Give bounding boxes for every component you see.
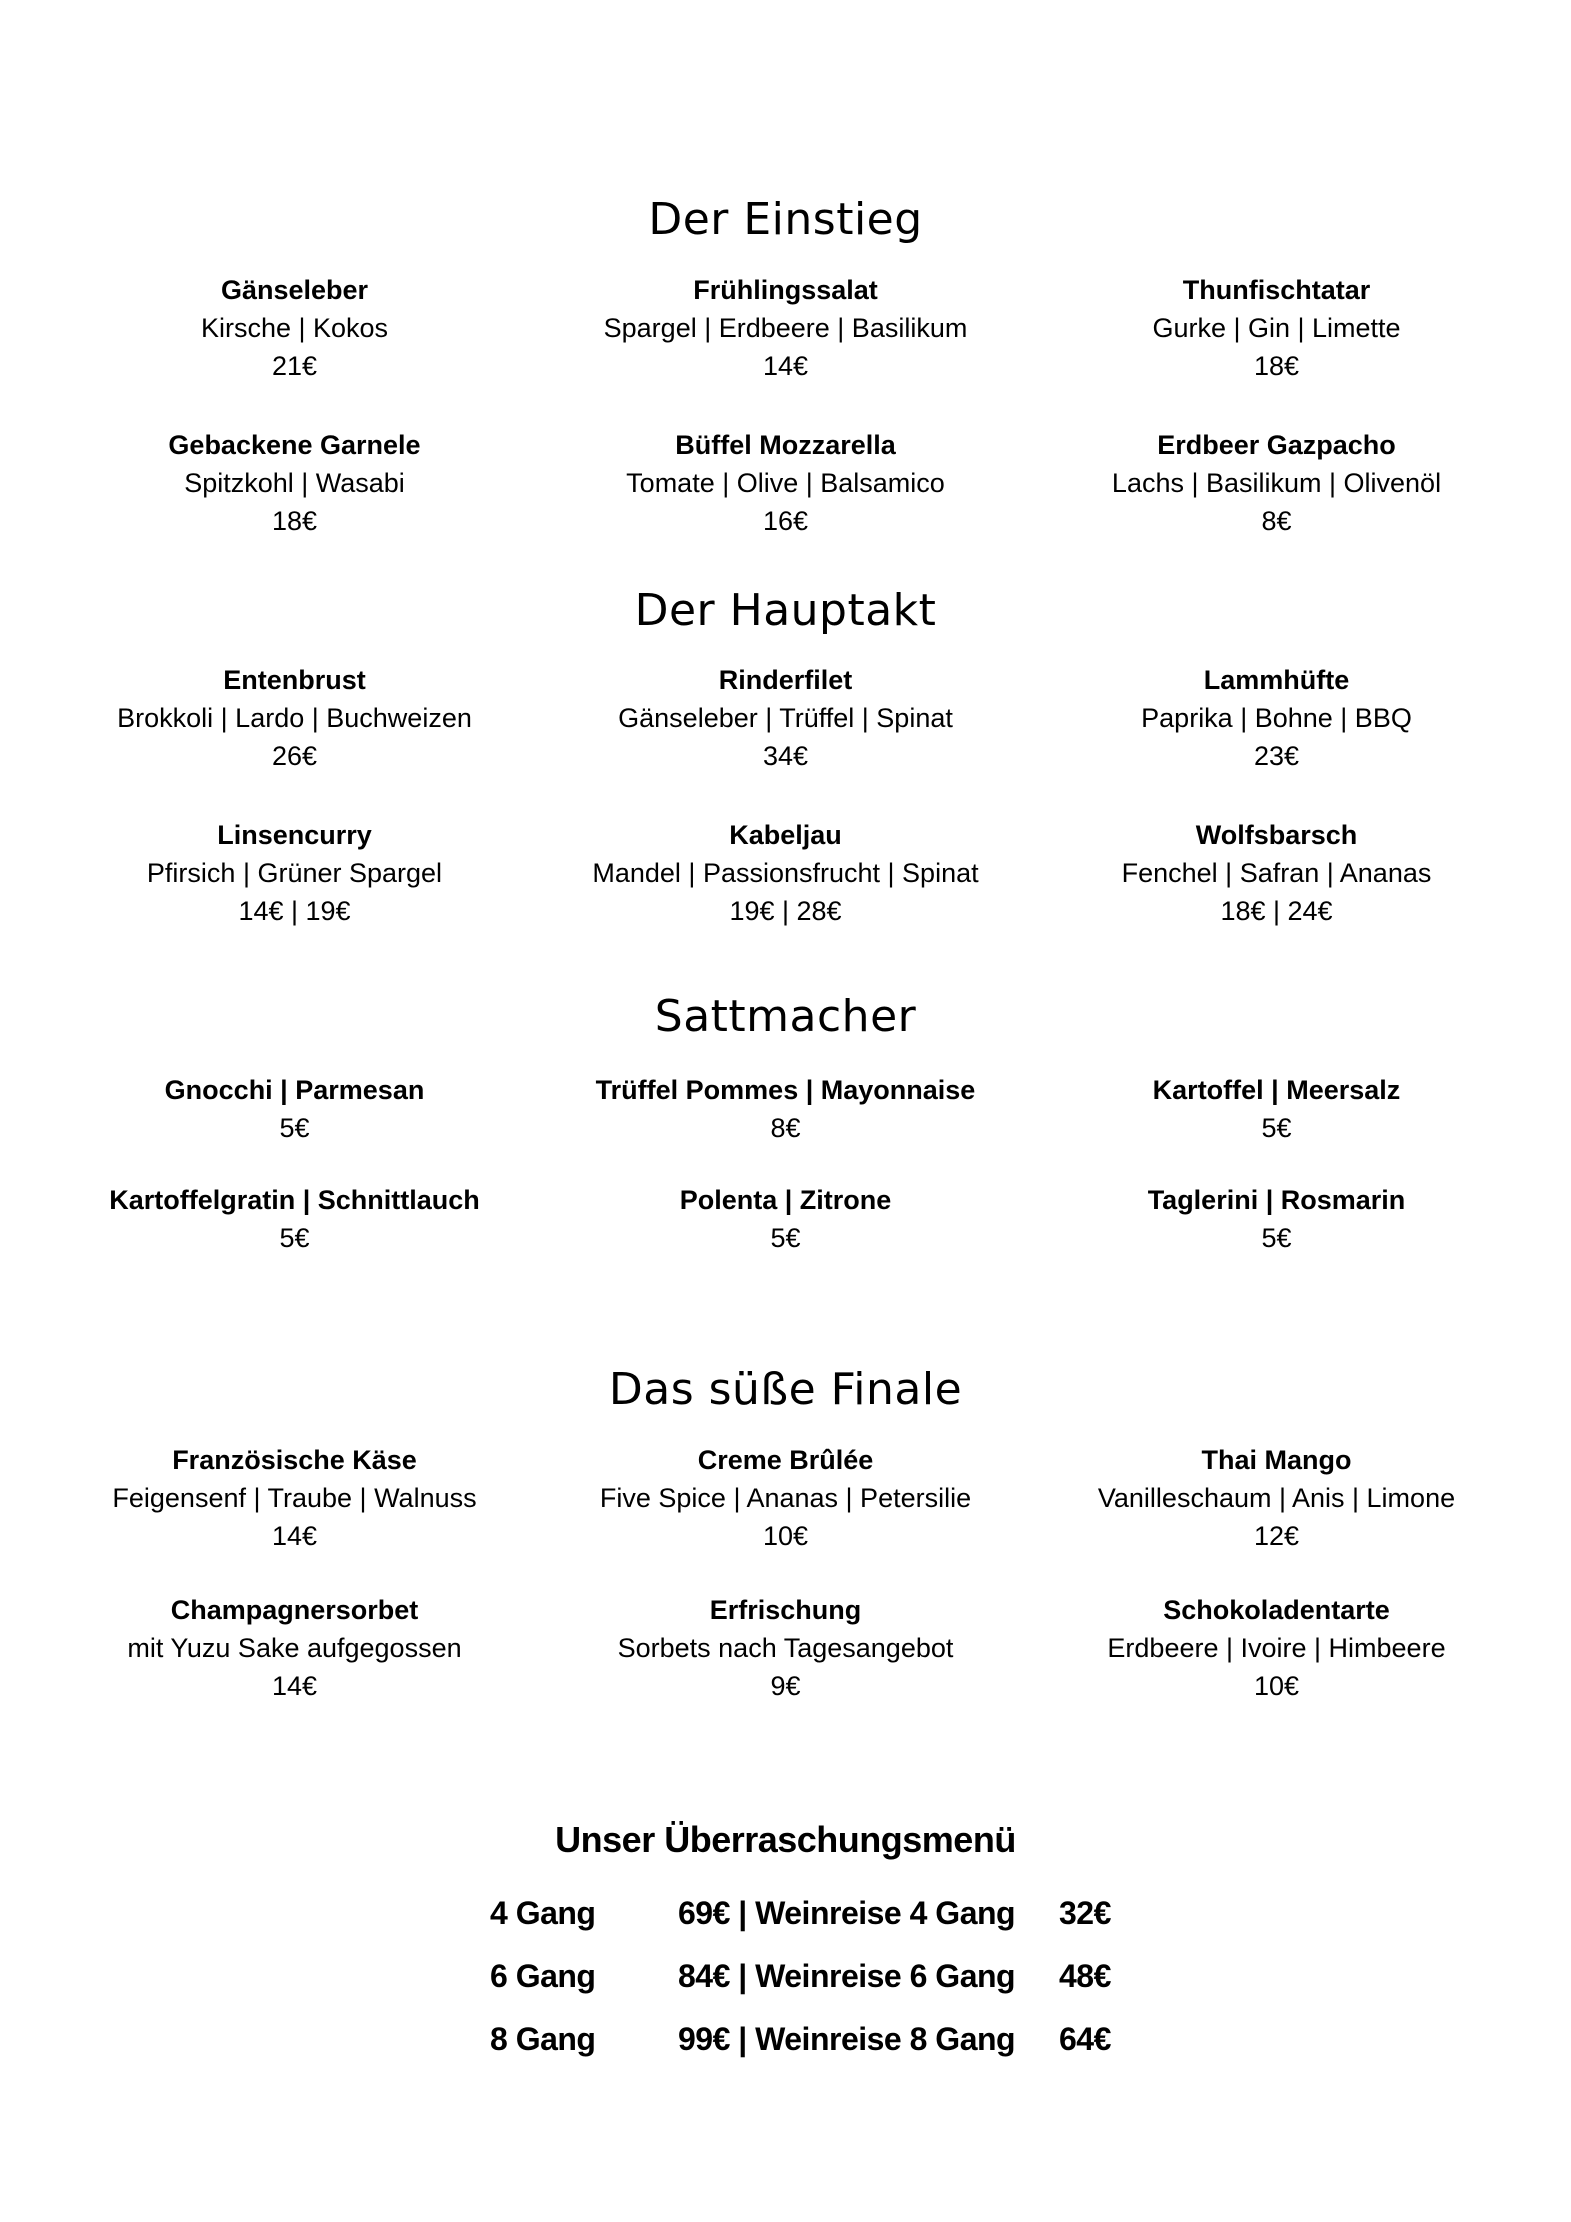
- menu-item: [49, 1591, 540, 1705]
- menu-item: [1031, 816, 1522, 930]
- course-price-and-wine: 84€ | Weinreise 6 Gang: [678, 1958, 1016, 1994]
- item-price: 10€: [1253, 1671, 1300, 1701]
- wine-price: 64€: [1059, 2021, 1111, 2057]
- menu-item: [540, 1441, 1031, 1555]
- item-name: Gnocchi | Parmesan: [164, 1075, 425, 1105]
- item-name: Rinderfilet: [718, 665, 853, 695]
- menu-item: [1031, 661, 1522, 775]
- item-description: Tomate | Olive | Balsamico: [626, 468, 945, 498]
- menu-item: [1031, 1071, 1522, 1147]
- item-name: Creme Brûlée: [697, 1445, 874, 1475]
- item-price: 21€: [271, 351, 318, 381]
- menu-row: [49, 271, 1522, 385]
- menu-item: [540, 1591, 1031, 1705]
- item-name: Gebackene Garnele: [168, 430, 421, 460]
- item-name: Polenta | Zitrone: [679, 1185, 892, 1215]
- item-description: Sorbets nach Tagesangebot: [617, 1633, 954, 1663]
- section-title-einstieg: Der Einstieg: [648, 194, 923, 245]
- item-price: 5€: [279, 1113, 310, 1143]
- item-description: mit Yuzu Sake aufgegossen: [127, 1633, 462, 1663]
- item-price: 9€: [770, 1671, 801, 1701]
- item-name: Kartoffelgratin | Schnittlauch: [109, 1185, 480, 1215]
- surprise-menu-row: [490, 1955, 1139, 1997]
- menu-item: [49, 1071, 540, 1147]
- item-name: Trüffel Pommes | Mayonnaise: [595, 1075, 976, 1105]
- item-name: Lammhüfte: [1203, 665, 1350, 695]
- item-price: 19€ | 28€: [729, 896, 842, 926]
- item-description: Feigensenf | Traube | Walnuss: [112, 1483, 477, 1513]
- section-title-surprise-menu: Unser Überraschungsmenü: [555, 1819, 1016, 1860]
- course-price-and-wine: 99€ | Weinreise 8 Gang: [678, 2021, 1016, 2057]
- item-price: 14€: [271, 1671, 318, 1701]
- item-description: Mandel | Passionsfrucht | Spinat: [592, 858, 979, 888]
- item-price: 5€: [279, 1223, 310, 1253]
- item-description: Fenchel | Safran | Ananas: [1121, 858, 1432, 888]
- menu-item: [49, 1441, 540, 1555]
- wine-price: 48€: [1059, 1958, 1111, 1994]
- section-title-sattmacher: Sattmacher: [654, 991, 917, 1042]
- item-price: 16€: [762, 506, 809, 536]
- item-name: Thunfischtatar: [1182, 275, 1371, 305]
- menu-item: [49, 816, 540, 930]
- item-price: 5€: [770, 1223, 801, 1253]
- item-price: 18€ | 24€: [1220, 896, 1333, 926]
- menu-row: [49, 1181, 1522, 1257]
- item-name: Linsencurry: [217, 820, 372, 850]
- item-name: Erdbeer Gazpacho: [1157, 430, 1396, 460]
- section-title-finale: Das süße Finale: [608, 1364, 963, 1415]
- item-price: 14€ | 19€: [238, 896, 351, 926]
- item-name: Erfrischung: [709, 1595, 862, 1625]
- item-name: Thai Mango: [1201, 1445, 1352, 1475]
- item-description: Gänseleber | Trüffel | Spinat: [618, 703, 953, 733]
- menu-item: [1031, 426, 1522, 540]
- item-name: Taglerini | Rosmarin: [1147, 1185, 1406, 1215]
- item-price: 10€: [762, 1521, 809, 1551]
- item-price: 23€: [1253, 741, 1300, 771]
- menu-item: [540, 816, 1031, 930]
- menu-item: [1031, 271, 1522, 385]
- menu-row: [49, 661, 1522, 775]
- item-name: Champagnersorbet: [170, 1595, 419, 1625]
- item-price: 18€: [1253, 351, 1300, 381]
- menu-row: [49, 816, 1522, 930]
- item-name: Kabeljau: [729, 820, 842, 850]
- menu-row: [49, 1441, 1522, 1555]
- item-price: 14€: [271, 1521, 318, 1551]
- menu-row: [49, 426, 1522, 540]
- item-description: Brokkoli | Lardo | Buchweizen: [117, 703, 472, 733]
- course-label: 6 Gang: [490, 1958, 596, 1994]
- item-name: Französische Käse: [172, 1445, 417, 1475]
- item-description: Spitzkohl | Wasabi: [184, 468, 405, 498]
- menu-row: [49, 1071, 1522, 1147]
- item-price: 18€: [271, 506, 318, 536]
- item-name: Frühlingssalat: [693, 275, 878, 305]
- wine-price: 32€: [1059, 1895, 1111, 1931]
- item-price: 26€: [271, 741, 318, 771]
- surprise-menu-row: [490, 2018, 1139, 2060]
- item-description: Paprika | Bohne | BBQ: [1141, 703, 1412, 733]
- menu-item: [540, 1181, 1031, 1257]
- item-price: 8€: [770, 1113, 801, 1143]
- item-price: 5€: [1261, 1223, 1292, 1253]
- menu-item: [1031, 1441, 1522, 1555]
- item-price: 14€: [762, 351, 809, 381]
- item-name: Schokoladentarte: [1163, 1595, 1390, 1625]
- menu-item: [49, 271, 540, 385]
- item-price: 5€: [1261, 1113, 1292, 1143]
- item-name: Gänseleber: [220, 275, 369, 305]
- menu-item: [49, 661, 540, 775]
- item-name: Büffel Mozzarella: [675, 430, 896, 460]
- surprise-menu-row: [490, 1892, 1139, 1934]
- menu-item: [1031, 1591, 1522, 1705]
- item-description: Vanilleschaum | Anis | Limone: [1097, 1483, 1456, 1513]
- item-price: 34€: [762, 741, 809, 771]
- menu-item: [540, 271, 1031, 385]
- menu-item: [49, 426, 540, 540]
- item-name: Kartoffel | Meersalz: [1152, 1075, 1401, 1105]
- menu-item: [1031, 1181, 1522, 1257]
- course-label: 8 Gang: [490, 2021, 596, 2057]
- menu-row: [49, 1591, 1522, 1705]
- item-description: Five Spice | Ananas | Petersilie: [599, 1483, 972, 1513]
- item-price: 8€: [1261, 506, 1292, 536]
- course-price-and-wine: 69€ | Weinreise 4 Gang: [678, 1895, 1016, 1931]
- item-description: Pfirsich | Grüner Spargel: [146, 858, 443, 888]
- menu-item: [540, 426, 1031, 540]
- item-description: Kirsche | Kokos: [200, 313, 389, 343]
- item-description: Erdbeere | Ivoire | Himbeere: [1107, 1633, 1446, 1663]
- item-description: Spargel | Erdbeere | Basilikum: [603, 313, 968, 343]
- item-description: Gurke | Gin | Limette: [1152, 313, 1401, 343]
- course-label: 4 Gang: [490, 1895, 596, 1931]
- item-description: Lachs | Basilikum | Olivenöl: [1111, 468, 1442, 498]
- menu-item: [540, 1071, 1031, 1147]
- menu-item: [540, 661, 1031, 775]
- item-name: Entenbrust: [223, 665, 366, 695]
- item-price: 12€: [1253, 1521, 1300, 1551]
- item-name: Wolfsbarsch: [1195, 820, 1358, 850]
- menu-item: [49, 1181, 540, 1257]
- section-title-hauptakt: Der Hauptakt: [634, 585, 937, 636]
